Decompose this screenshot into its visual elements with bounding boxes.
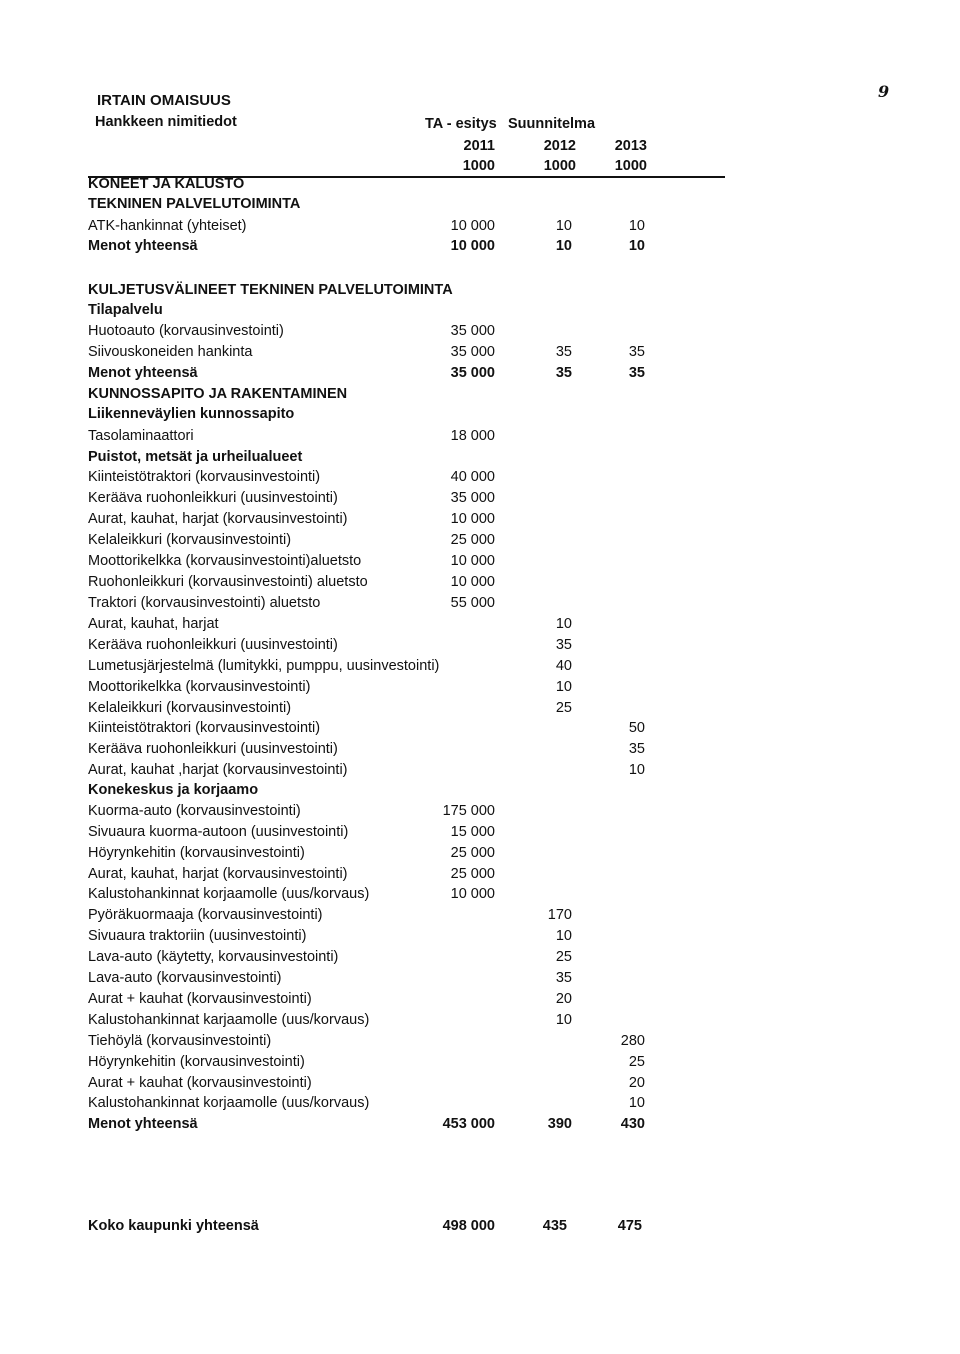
cell-2011: 40 000 <box>450 469 495 485</box>
row-label: Kerääva ruohonleikkuri (uusinvestointi) <box>88 637 338 653</box>
cell-2011: 175 000 <box>442 803 495 819</box>
row-label: Sivuaura kuorma-autoon (uusinvestointi) <box>88 824 349 840</box>
row-label: Menot yhteensä <box>88 238 198 254</box>
cell-2012: 35 <box>555 344 572 360</box>
row-label: Menot yhteensä <box>88 365 198 381</box>
row-label: Lava-auto (korvausinvestointi) <box>88 970 282 986</box>
grand-total-label: Koko kaupunki yhteensä <box>88 1218 259 1234</box>
row-label: Aurat, kauhat ,harjat (korvausinvestointi) <box>88 762 348 778</box>
grand-total-2012: 435 <box>542 1218 567 1234</box>
row-label: Kerääva ruohonleikkuri (uusinvestointi) <box>88 490 338 506</box>
cell-2011: 25 000 <box>450 866 495 882</box>
cell-2011: 15 000 <box>450 824 495 840</box>
cell-2012: 10 <box>555 1012 572 1028</box>
cell-2011: 10 000 <box>450 574 495 590</box>
cell-2012: 10 <box>555 238 572 254</box>
cell-2012: 20 <box>555 991 572 1007</box>
row-label: Kelaleikkuri (korvausinvestointi) <box>88 700 292 716</box>
row-label: Traktori (korvausinvestointi) aluetsto <box>88 595 321 611</box>
cell-2011: 25 000 <box>450 532 495 548</box>
cell-2013: 35 <box>628 365 645 381</box>
cell-2011: 10 000 <box>450 511 495 527</box>
cell-2011: 453 000 <box>442 1116 495 1132</box>
row-label: Menot yhteensä <box>88 1116 198 1132</box>
row-label: Tasolaminaattori <box>88 428 194 444</box>
cell-2012: 10 <box>555 616 572 632</box>
row-label: Lumetusjärjestelmä (lumitykki, pumppu, uusinvestointi) <box>88 658 440 674</box>
cell-2011: 35 000 <box>450 490 495 506</box>
row-label: Tilapalvelu <box>88 302 163 318</box>
row-label: Kalustohankinnat korjaamolle (uus/korvaus) <box>88 1095 370 1111</box>
row-label: Aurat + kauhat (korvausinvestointi) <box>88 991 312 1007</box>
page-number-mark: 9 <box>878 82 890 101</box>
project-name-header: Hankkeen nimitiedot <box>95 114 237 130</box>
row-label: KONEET JA KALUSTO <box>88 176 245 192</box>
row-label: KULJETUSVÄLINEET TEKNINEN PALVELUTOIMINTA <box>88 282 453 298</box>
cell-2013: 35 <box>628 741 645 757</box>
row-label: Tiehöylä (korvausinvestointi) <box>88 1033 272 1049</box>
cell-2011: 10 000 <box>450 238 495 254</box>
row-label: Kalustohankinnat korjaamolle (uus/korvaus) <box>88 886 370 902</box>
row-label: Kiinteistötraktori (korvausinvestointi) <box>88 469 321 485</box>
row-label: Huotoauto (korvausinvestointi) <box>88 323 284 339</box>
cell-2012: 35 <box>555 365 572 381</box>
row-label: Kerääva ruohonleikkuri (uusinvestointi) <box>88 741 338 757</box>
cell-2011: 35 000 <box>450 365 495 381</box>
row-label: Kiinteistötraktori (korvausinvestointi) <box>88 720 321 736</box>
cell-2011: 10 000 <box>450 886 495 902</box>
grand-total-2013: 475 <box>617 1218 642 1234</box>
header-unit-2012: 1000 <box>543 158 576 174</box>
header-year-2012: 2012 <box>543 138 576 154</box>
cell-2011: 35 000 <box>450 344 495 360</box>
cell-2013: 20 <box>628 1075 645 1091</box>
row-label: Lava-auto (käytetty, korvausinvestointi) <box>88 949 339 965</box>
row-label: Ruohonleikkuri (korvausinvestointi) aluetsto <box>88 574 368 590</box>
row-label: Siivouskoneiden hankinta <box>88 344 253 360</box>
row-label: Puistot, metsät ja urheilualueet <box>88 449 303 465</box>
cell-2011: 35 000 <box>450 323 495 339</box>
cell-2012: 25 <box>555 700 572 716</box>
cell-2013: 10 <box>628 1095 645 1111</box>
row-label: Aurat, kauhat, harjat (korvausinvestointi) <box>88 511 348 527</box>
row-label: Konekeskus ja korjaamo <box>88 782 259 798</box>
row-label: KUNNOSSAPITO JA RAKENTAMINEN <box>88 386 348 402</box>
grand-total-2011: 498 000 <box>442 1218 495 1234</box>
row-label: Kelaleikkuri (korvausinvestointi) <box>88 532 292 548</box>
cell-2012: 10 <box>555 679 572 695</box>
cell-2011: 10 000 <box>450 553 495 569</box>
header-year-2013: 2013 <box>614 138 647 154</box>
cell-2012: 10 <box>555 218 572 234</box>
cell-2012: 10 <box>555 928 572 944</box>
cell-2013: 25 <box>628 1054 645 1070</box>
cell-2012: 40 <box>555 658 572 674</box>
document-title: IRTAIN OMAISUUS <box>97 92 231 109</box>
cell-2012: 390 <box>547 1116 572 1132</box>
header-unit-2011: 1000 <box>462 158 495 174</box>
row-label: Höyrynkehitin (korvausinvestointi) <box>88 845 305 861</box>
row-label: Moottorikelkka (korvausinvestointi) <box>88 679 311 695</box>
row-label: TEKNINEN PALVELUTOIMINTA <box>88 196 301 212</box>
cell-2011: 25 000 <box>450 845 495 861</box>
cell-2013: 10 <box>628 762 645 778</box>
cell-2013: 50 <box>628 720 645 736</box>
row-label: Sivuaura traktoriin (uusinvestointi) <box>88 928 307 944</box>
header-suunnitelma: Suunnitelma <box>508 116 596 132</box>
row-label: Moottorikelkka (korvausinvestointi)aluetsto <box>88 553 362 569</box>
row-label: Höyrynkehitin (korvausinvestointi) <box>88 1054 305 1070</box>
row-label: Kuorma-auto (korvausinvestointi) <box>88 803 301 819</box>
cell-2012: 25 <box>555 949 572 965</box>
cell-2013: 430 <box>620 1116 645 1132</box>
cell-2012: 170 <box>547 907 572 923</box>
row-label: Aurat + kauhat (korvausinvestointi) <box>88 1075 312 1091</box>
cell-2011: 10 000 <box>450 218 495 234</box>
cell-2013: 35 <box>628 344 645 360</box>
header-unit-2013: 1000 <box>614 158 647 174</box>
row-label: Liikenneväylien kunnossapito <box>88 406 295 422</box>
cell-2011: 18 000 <box>450 428 495 444</box>
row-label: Aurat, kauhat, harjat <box>88 616 219 632</box>
cell-2013: 280 <box>620 1033 645 1049</box>
header-ta-esitys: TA - esitys <box>425 116 497 132</box>
cell-2012: 35 <box>555 970 572 986</box>
row-label: Pyöräkuormaaja (korvausinvestointi) <box>88 907 323 923</box>
header-year-2011: 2011 <box>463 138 495 154</box>
cell-2013: 10 <box>628 238 645 254</box>
row-label: Aurat, kauhat, harjat (korvausinvestointi) <box>88 866 348 882</box>
row-label: ATK-hankinnat (yhteiset) <box>88 218 247 234</box>
row-label: Kalustohankinnat karjaamolle (uus/korvaus) <box>88 1012 370 1028</box>
cell-2012: 35 <box>555 637 572 653</box>
cell-2011: 55 000 <box>450 595 495 611</box>
cell-2013: 10 <box>628 218 645 234</box>
